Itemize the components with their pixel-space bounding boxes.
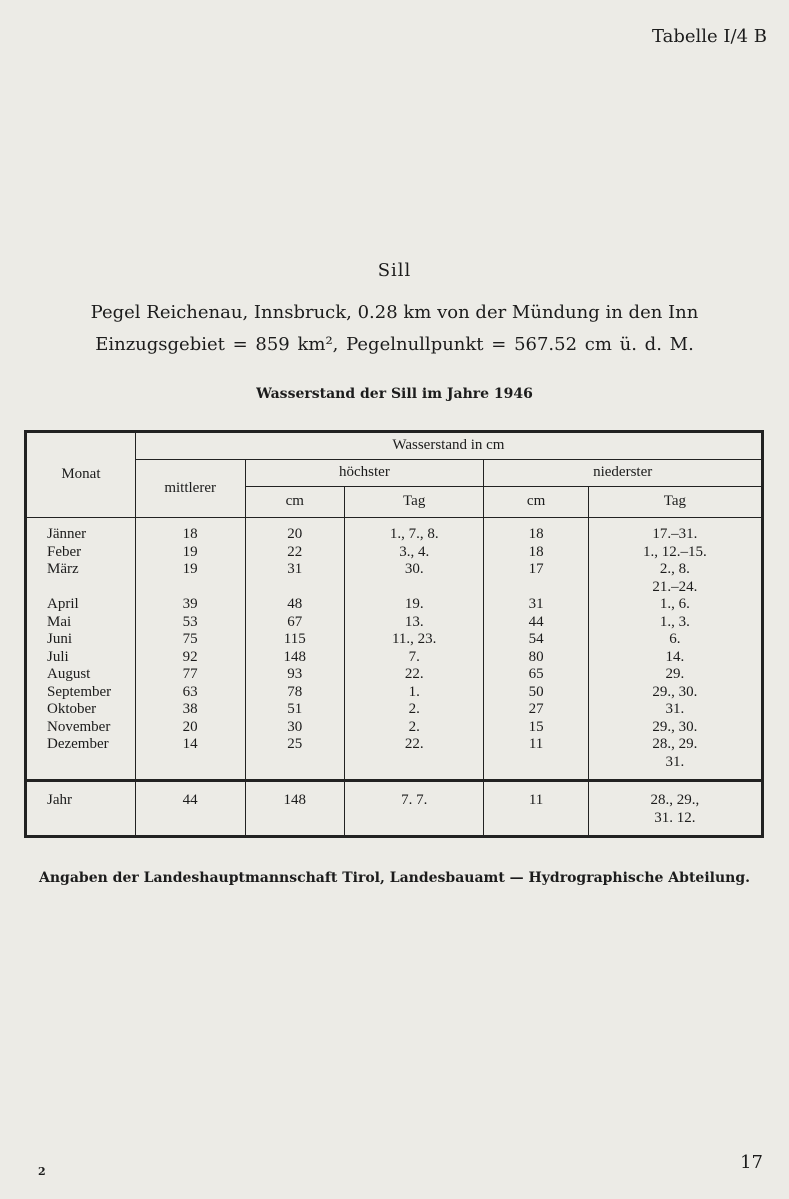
cell-min-day-text: 29. <box>665 666 685 682</box>
cell-month <box>26 561 136 596</box>
cell-mean <box>135 544 245 562</box>
cell-month-text: Feber <box>47 543 82 560</box>
cell-max-day-text: 22. <box>404 736 424 752</box>
cell-max-day <box>345 701 484 719</box>
cell-max-day-text: 2. <box>408 701 420 717</box>
cell-mean <box>135 631 245 649</box>
bleed-through-text <box>300 130 307 154</box>
cell-max-day <box>345 518 484 544</box>
cell-max-cm <box>245 684 345 702</box>
cell-max-cm-text: 22 <box>287 543 303 560</box>
cell-max-cm-text: 48 <box>287 596 303 612</box>
cell-month-text: September <box>47 683 112 700</box>
cell-month-text: April <box>47 596 79 612</box>
cell-mean <box>135 649 245 667</box>
cell-min-cm-text: 27 <box>528 701 544 717</box>
cell-max-day <box>345 544 484 562</box>
cell-mean <box>135 518 245 544</box>
cell-mean <box>135 736 245 781</box>
cell-max-cm <box>245 701 345 719</box>
cell-min-cm-text: 31 <box>528 596 544 612</box>
cell-max-cm-text: 148 <box>283 792 307 808</box>
cell-min-cm <box>484 649 588 667</box>
cell-month-text: August <box>47 666 91 682</box>
table-row <box>26 684 763 702</box>
cell-max-cm-text: 67 <box>287 613 303 630</box>
cell-min-cm <box>484 666 588 684</box>
source-note: Angaben der Landeshauptmannschaft Tirol, Landesbauamt — Hydrographische Abteilung. <box>39 870 750 886</box>
cell-max-day <box>345 736 484 781</box>
cell-mean-text: 14 <box>182 736 198 752</box>
cell-min-day-text: 28., 29., <box>650 792 700 808</box>
cell-min-cm <box>484 614 588 632</box>
cell-max-day-text: 7. <box>408 648 420 665</box>
table-row <box>26 666 763 684</box>
cell-max-day-text: 19. <box>404 596 424 612</box>
table-row <box>26 736 763 781</box>
cell-month <box>26 736 136 781</box>
cell-mean <box>135 666 245 684</box>
cell-min-day-text: 29., 30. <box>652 718 698 735</box>
cell-mean-text: 53 <box>182 613 198 630</box>
header-mean: mittlerer <box>135 460 245 518</box>
cell-min-cm <box>484 701 588 719</box>
table-row <box>26 701 763 719</box>
cell-mean <box>135 561 245 596</box>
cell-min-day-text: 1., 12.–15. <box>643 543 707 560</box>
cell-max-day <box>345 781 484 837</box>
cell-max-day <box>345 649 484 667</box>
cell-min-cm-text: 18 <box>528 526 544 542</box>
cell-min-cm-text: 54 <box>528 631 544 647</box>
cell-max-cm-text: 148 <box>283 648 307 665</box>
cell-min-day-text-line2: 21.–24. <box>652 578 698 595</box>
header-highest-day: Tag <box>345 487 484 518</box>
cell-month <box>26 596 136 614</box>
cell-max-cm <box>245 781 345 837</box>
cell-max-day-text: 7. 7. <box>401 792 428 808</box>
cell-min-day-text: 29., 30. <box>652 683 698 700</box>
cell-month <box>26 631 136 649</box>
water-level-table <box>24 430 764 838</box>
cell-month-text: Dezember <box>47 736 109 752</box>
header-water-level: Wasserstand in cm <box>135 432 762 460</box>
cell-max-cm-text: 51 <box>287 701 303 717</box>
cell-month <box>26 719 136 737</box>
cell-min-day-text-line2: 31. 12. <box>654 809 696 826</box>
cell-max-cm-text: 20 <box>287 526 303 542</box>
cell-max-cm-text: 25 <box>287 736 303 752</box>
cell-max-day <box>345 614 484 632</box>
cell-min-cm-text: 15 <box>528 718 544 735</box>
cell-max-day <box>345 684 484 702</box>
cell-month <box>26 781 136 837</box>
header-lowest: niederster <box>484 460 763 487</box>
cell-max-cm <box>245 561 345 596</box>
cell-mean-text: 44 <box>182 792 198 808</box>
cell-mean <box>135 719 245 737</box>
cell-mean-text: 38 <box>182 701 198 717</box>
cell-min-cm <box>484 684 588 702</box>
cell-min-cm-text: 17 <box>528 561 544 577</box>
cell-mean-text: 39 <box>182 596 198 612</box>
table-row <box>26 596 763 614</box>
cell-min-day-text: 6. <box>669 631 681 647</box>
table-total-row <box>26 781 763 837</box>
cell-min-cm <box>484 736 588 781</box>
cell-min-day-text: 28., 29. <box>652 736 698 752</box>
gauge-description: Pegel Reichenau, Innsbruck, 0.28 km von der Mündung in den Inn <box>90 302 699 323</box>
cell-month-text: Juni <box>47 631 73 647</box>
cell-max-day <box>345 719 484 737</box>
cell-max-day-text: 11., 23. <box>391 631 437 647</box>
cell-mean-text: 19 <box>182 543 198 560</box>
table-row <box>26 561 763 596</box>
table-row <box>26 649 763 667</box>
cell-min-day <box>588 649 762 667</box>
cell-min-cm-text: 18 <box>528 543 544 560</box>
cell-mean-text: 75 <box>182 631 198 647</box>
page-number: 17 <box>740 1152 763 1173</box>
cell-min-day-text: 2., 8. <box>659 561 690 577</box>
cell-month-text: November <box>47 718 111 735</box>
cell-min-day <box>588 631 762 649</box>
cell-mean-text: 63 <box>182 683 198 700</box>
cell-min-cm-text: 50 <box>528 683 544 700</box>
cell-min-day-text: 1., 6. <box>659 596 690 612</box>
header-lowest-day: Tag <box>588 487 762 518</box>
cell-min-cm <box>484 719 588 737</box>
catchment-info: Einzugsgebiet = 859 km², Pegelnullpunkt = 567.52 cm ü. d. M. <box>95 334 694 355</box>
cell-min-cm <box>484 518 588 544</box>
cell-min-day-text: 17.–31. <box>652 526 698 542</box>
cell-max-day-text: 1., 7., 8. <box>389 526 439 542</box>
cell-min-day <box>588 544 762 562</box>
cell-month-text: März <box>47 561 79 577</box>
cell-max-day-text: 30. <box>404 561 424 577</box>
cell-min-cm <box>484 781 588 837</box>
cell-min-day <box>588 719 762 737</box>
cell-max-day-text: 3., 4. <box>399 543 430 560</box>
cell-mean-text: 18 <box>182 526 198 542</box>
cell-max-day-text: 1. <box>408 683 420 700</box>
cell-month <box>26 544 136 562</box>
cell-max-cm-text: 115 <box>283 631 306 647</box>
table-caption: Wasserstand der Sill im Jahre 1946 <box>256 386 533 402</box>
cell-month-text: Jahr <box>47 792 72 808</box>
cell-min-cm-text: 11 <box>528 792 544 808</box>
cell-mean <box>135 684 245 702</box>
cell-max-cm <box>245 666 345 684</box>
cell-min-day <box>588 736 762 781</box>
header-month: Monat <box>26 432 136 518</box>
cell-mean-text: 92 <box>182 648 198 665</box>
cell-max-cm <box>245 736 345 781</box>
cell-max-day <box>345 666 484 684</box>
cell-month <box>26 701 136 719</box>
table-row <box>26 614 763 632</box>
cell-min-day-text: 14. <box>665 648 685 665</box>
cell-max-cm <box>245 544 345 562</box>
cell-min-day <box>588 701 762 719</box>
cell-max-cm-text: 78 <box>287 683 303 700</box>
cell-mean <box>135 596 245 614</box>
header-lowest-cm: cm <box>484 487 588 518</box>
cell-month-text: Oktober <box>47 701 97 717</box>
cell-max-cm <box>245 596 345 614</box>
cell-month-text: Juli <box>47 648 69 665</box>
cell-month <box>26 684 136 702</box>
cell-min-day <box>588 614 762 632</box>
cell-max-cm <box>245 518 345 544</box>
cell-mean-text: 20 <box>182 718 198 735</box>
table-body <box>26 518 763 837</box>
cell-mean <box>135 701 245 719</box>
cell-month <box>26 518 136 544</box>
table-row <box>26 719 763 737</box>
cell-mean <box>135 781 245 837</box>
header-highest: höchster <box>245 460 484 487</box>
cell-max-cm <box>245 649 345 667</box>
cell-mean-text: 77 <box>182 666 198 682</box>
cell-min-day-text: 31. <box>665 701 685 717</box>
table-row <box>26 518 763 544</box>
cell-min-cm-text: 11 <box>528 736 544 752</box>
river-title: Sill <box>377 260 412 281</box>
cell-mean <box>135 614 245 632</box>
cell-min-day <box>588 781 762 837</box>
cell-min-day-text-line2: 31. <box>665 753 685 770</box>
cell-max-cm <box>245 614 345 632</box>
cell-min-day <box>588 518 762 544</box>
cell-max-cm-text: 93 <box>287 666 303 682</box>
cell-min-cm <box>484 561 588 596</box>
table-row <box>26 631 763 649</box>
table-row <box>26 544 763 562</box>
cell-max-day-text: 2. <box>408 718 420 735</box>
cell-max-day-text: 13. <box>404 613 424 630</box>
cell-max-day <box>345 561 484 596</box>
cell-max-cm <box>245 631 345 649</box>
cell-min-day-text: 1., 3. <box>659 613 690 630</box>
cell-max-cm-text: 30 <box>287 718 303 735</box>
cell-month <box>26 666 136 684</box>
water-level-table-container <box>24 430 764 840</box>
cell-min-day <box>588 684 762 702</box>
cell-mean-text: 19 <box>182 561 198 577</box>
cell-max-day-text: 22. <box>404 666 424 682</box>
cell-min-cm <box>484 631 588 649</box>
cell-min-day <box>588 596 762 614</box>
table-reference: Tabelle I/4 B <box>652 26 767 47</box>
signature-mark: 2 <box>38 1165 46 1178</box>
cell-max-day <box>345 596 484 614</box>
cell-min-cm <box>484 544 588 562</box>
cell-month <box>26 614 136 632</box>
cell-max-cm <box>245 719 345 737</box>
cell-min-cm-text: 80 <box>528 648 544 665</box>
cell-min-cm-text: 65 <box>528 666 544 682</box>
cell-month <box>26 649 136 667</box>
cell-min-cm <box>484 596 588 614</box>
cell-min-cm-text: 44 <box>528 613 544 630</box>
cell-min-day <box>588 561 762 596</box>
cell-max-day <box>345 631 484 649</box>
cell-month-text: Mai <box>47 613 72 630</box>
cell-min-day <box>588 666 762 684</box>
cell-month-text: Jänner <box>47 526 87 542</box>
header-highest-cm: cm <box>245 487 345 518</box>
cell-max-cm-text: 31 <box>287 561 303 577</box>
